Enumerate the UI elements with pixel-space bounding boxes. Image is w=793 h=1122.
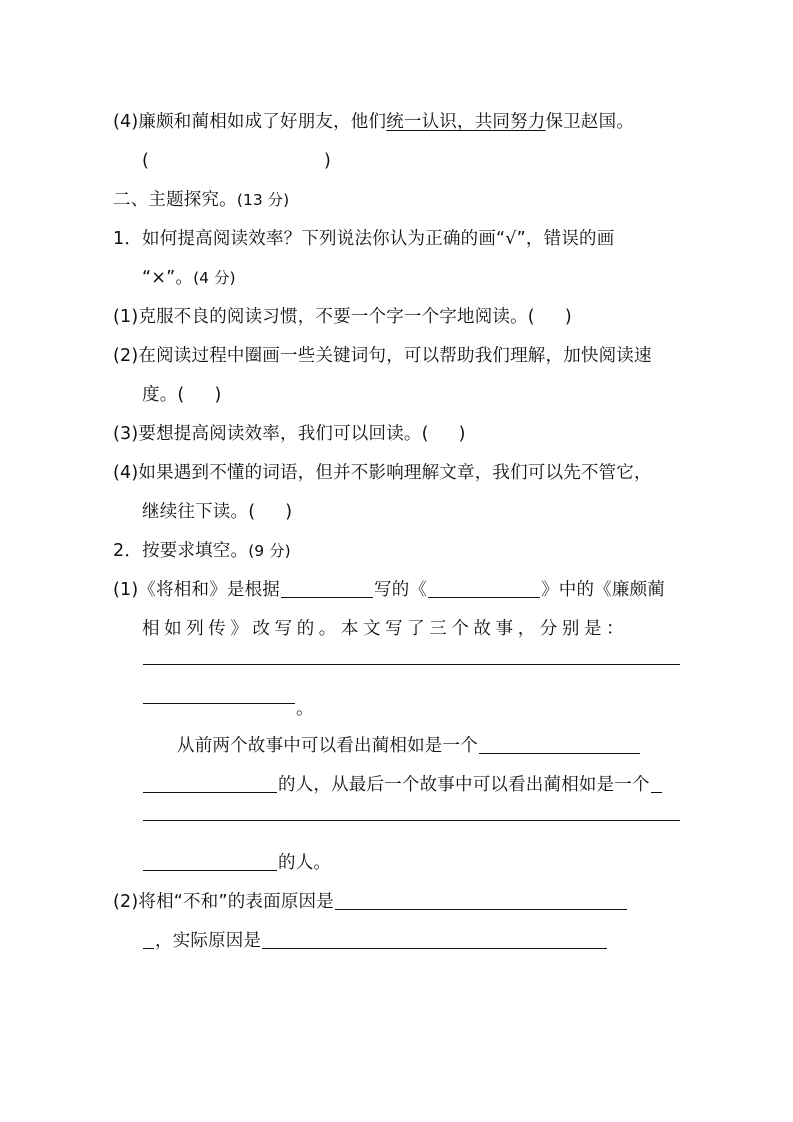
carryover-item-4-answer-bracket-line bbox=[113, 142, 683, 181]
question-2-item-1-blank-booktitle[interactable] bbox=[428, 582, 540, 598]
question-2-item-2-line-2 bbox=[113, 922, 683, 961]
question-2-item-1-answer-rule-3 bbox=[113, 805, 683, 844]
question-2-item-2-blank-surface-reason[interactable] bbox=[335, 894, 627, 910]
question-2-item-1-blank-author[interactable] bbox=[281, 582, 373, 598]
carryover-item-4-line bbox=[113, 103, 683, 142]
question-2-item-1-period-1: 。 bbox=[296, 699, 314, 719]
question-2-item-1-text-c: 》中的《廉颇蔺 bbox=[541, 580, 666, 600]
question-1-item-2-line-2 bbox=[113, 376, 683, 415]
question-2-item-1-answer-rule-1 bbox=[113, 649, 683, 688]
question-1-item-3-text: 要想提高阅读效率，我们可以回读。( bbox=[138, 424, 429, 444]
question-1-item-2-text-2: 度。( bbox=[142, 385, 185, 405]
question-1-item-4-text-2: 继续往下读。( bbox=[142, 502, 256, 522]
question-1-item-2-text-1: 在阅读过程中圈画一些关键词句，可以帮助我们理解，加快阅读速 bbox=[138, 346, 652, 366]
question-2-prompt-text: 按要求填空。 bbox=[142, 541, 249, 561]
question-2-item-2-number: (2) bbox=[113, 892, 139, 912]
question-1-item-4-number: (4) bbox=[113, 463, 139, 483]
question-2-item-2-line-1 bbox=[113, 883, 683, 922]
question-2-item-1-blank-trait-1-cont[interactable] bbox=[143, 777, 277, 793]
question-2-item-1-text-b: 写的《 bbox=[374, 580, 428, 600]
question-1-item-1-text: 克服不良的阅读习惯，不要一个字一个字地阅读。( bbox=[138, 307, 535, 327]
question-2-item-1-number: (1) bbox=[113, 580, 139, 600]
question-1-item-4-text-1: 如果遇到不懂的词语，但并不影响理解文章，我们可以先不管它， bbox=[138, 463, 652, 483]
answer-bracket-open: ( bbox=[142, 151, 150, 171]
section-two-heading bbox=[113, 181, 683, 220]
question-1-number: 1． bbox=[113, 229, 143, 249]
question-2-item-1-line-8 bbox=[113, 844, 683, 883]
question-1-item-1-line-1 bbox=[113, 298, 683, 337]
question-1-prompt-text-1: 如何提高阅读效率？下列说法你认为正确的画“√”，错误的画 bbox=[142, 229, 615, 249]
question-2-item-2-blank-actual-reason[interactable] bbox=[262, 933, 607, 949]
answer-rule[interactable] bbox=[143, 649, 680, 665]
answer-rule[interactable] bbox=[143, 688, 295, 704]
question-1-item-3-bracket-close: ) bbox=[458, 424, 466, 444]
question-2-item-1-text-6: 的人，从最后一个故事中可以看出蔺相如是一个 bbox=[278, 775, 650, 795]
question-1-item-2-number: (2) bbox=[113, 346, 139, 366]
question-2-prompt-line-1 bbox=[113, 532, 683, 571]
question-1-item-4-line-1 bbox=[113, 454, 683, 493]
answer-bracket-close: ) bbox=[324, 151, 332, 171]
question-2-item-1-blank-trait-2-end[interactable] bbox=[143, 855, 277, 871]
question-1-prompt-line-2 bbox=[113, 259, 683, 298]
question-1-item-4-bracket-close: ) bbox=[285, 502, 293, 522]
question-2-item-1-text-5: 从前两个故事中可以看出蔺相如是一个 bbox=[177, 736, 478, 756]
question-2-item-2-blank-surface-reason-cont[interactable] bbox=[143, 933, 154, 949]
carryover-item-text-before: 廉颇和蔺相如成了好朋友，他们 bbox=[138, 112, 387, 132]
question-2-item-1-text-a: 《将相和》是根据 bbox=[138, 580, 280, 600]
question-2-item-1-answer-rule-2 bbox=[113, 688, 683, 727]
section-two-heading-score: (13 分) bbox=[236, 191, 290, 209]
question-2-item-1-line-1 bbox=[113, 571, 683, 610]
question-2-item-1-text-stretched: 相如列传》改写的。本文写了三个故事，分别是： bbox=[142, 619, 629, 639]
question-1-score: (4 分) bbox=[193, 269, 236, 287]
question-2-item-2-text-b: ，实际原因是 bbox=[155, 931, 262, 951]
question-1-item-3-line-1 bbox=[113, 415, 683, 454]
carryover-item-underlined-phrase: 统一认识，共同努力 bbox=[386, 112, 546, 132]
question-1-item-1-number: (1) bbox=[113, 307, 139, 327]
question-2-item-1-blank-trait-2-start[interactable] bbox=[651, 777, 662, 793]
question-2-item-1-line-6 bbox=[113, 766, 683, 805]
question-1-item-4-line-2 bbox=[113, 493, 683, 532]
carryover-item-text-after: 保卫赵国。 bbox=[545, 112, 635, 132]
question-1-item-1-bracket-close: ) bbox=[564, 307, 572, 327]
question-2-item-1-blank-trait-1[interactable] bbox=[479, 738, 640, 754]
answer-rule[interactable] bbox=[143, 805, 680, 821]
section-two-heading-label: 二、主题探究。 bbox=[113, 190, 237, 210]
question-1-item-3-number: (3) bbox=[113, 424, 139, 444]
question-2-item-2-text-a: 将相“不和”的表面原因是 bbox=[138, 892, 334, 912]
worksheet-content bbox=[113, 103, 683, 961]
question-2-item-1-line-5 bbox=[113, 727, 683, 766]
question-2-item-1-line-2 bbox=[113, 610, 683, 649]
question-1-prompt-line-1 bbox=[113, 220, 683, 259]
carryover-item-number: (4) bbox=[113, 112, 139, 132]
question-1-prompt-text-2: “×”。 bbox=[142, 268, 194, 288]
question-2-number: 2． bbox=[113, 541, 143, 561]
question-2-item-1-text-8: 的人。 bbox=[278, 853, 332, 873]
question-2-score: (9 分) bbox=[248, 542, 291, 560]
question-1-item-2-bracket-close: ) bbox=[214, 385, 222, 405]
question-1-item-2-line-1 bbox=[113, 337, 683, 376]
